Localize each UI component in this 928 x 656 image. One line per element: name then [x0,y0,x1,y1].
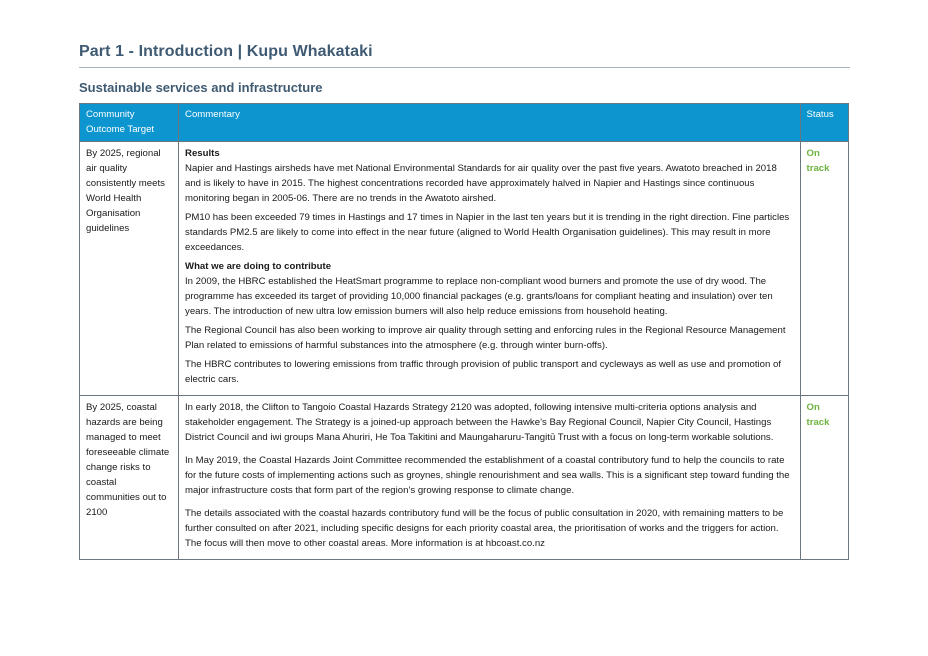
page-title: Part 1 - Introduction | Kupu Whakataki [79,43,373,60]
status-badge: On track [800,396,848,560]
commentary-paragraph: In May 2019, the Coastal Hazards Joint Committee recommended the establishment of a coastal contributory fund to help the councils to rate for the future costs of implementing actions such as groynes, shingle renourishment and sea walls. This is a significant step toward funding the major infrastructure costs that form part of the region’s growing response to climate change. [185,455,790,496]
commentary-subheading: Results [185,148,220,159]
commentary-paragraph: In early 2018, the Clifton to Tangoio Coastal Hazards Strategy 2120 was adopted, following intensive multi-criteria options analysis and stakeholder engagement. The Strategy is a joined-up approach between the Hawke’s Bay Regional Council, Napier City Council, Hastings District Council and iwi groups Mana Ahuriri, He Toa Takitini and Maungaharuru-Tangitū Trust with a focus on long-term workable solutions. [185,402,774,443]
table-row [80,142,849,396]
commentary-cell [179,142,801,396]
table-header-row [80,104,849,142]
commentary-subheading: What we are doing to contribute [185,261,332,272]
commentary-paragraph: The Regional Council has also been working to improve air quality through setting and enforcing rules in the Regional Resource Management Plan related to emissions of harmful substances into the atmosphere (e.g. through winter burn-offs). [185,325,786,351]
outcomes-table [79,103,849,560]
status-badge: On track [800,142,848,396]
title-divider [79,67,850,68]
commentary-paragraph: The HBRC contributes to lowering emissions from traffic through provision of public transport and cycleways as well as use and promotion of electric cars. [185,359,781,385]
commentary-paragraph: In 2009, the HBRC established the HeatSmart programme to replace non-compliant wood burners and promote the use of dry wood. The programme has exceeded its target of providing 10,000 financial packages (e.g. grants/loans for compliant heating and insulation) over ten years. The introduction of new ultra low emission burners will also help reduce emissions from household heating. [185,276,773,317]
commentary-paragraph: PM10 has been exceeded 79 times in Hastings and 17 times in Napier in the last ten years but it is trending in the right direction. Fine particles standards PM2.5 are likely to come into effect in the near future (aligned to World Health Organisation guidelines). This may result in more exceedances. [185,212,790,253]
commentary-cell [179,396,801,560]
column-header-status: Status [800,104,848,142]
commentary-paragraph: The details associated with the coastal hazards contributory fund will be the focus of public consultation in 2020, with remaining matters to be further consulted on after 2021, including specific designs for each priority coastal area, the prioritisation of works and the triggers for action. The focus will then move to other coastal areas. More information is at hbcoast.co.nz [185,508,784,549]
column-header-target: Community Outcome Target [80,104,179,142]
column-header-commentary: Commentary [179,104,801,142]
outcome-target-cell: By 2025, regional air quality consistently meets World Health Organisation guidelines [80,142,179,396]
outcome-target-cell: By 2025, coastal hazards are being managed to meet foreseeable climate change risks to coastal communities out to 2100 [80,396,179,560]
table-row [80,396,849,560]
section-title: Sustainable services and infrastructure [79,80,323,95]
commentary-paragraph: Napier and Hastings airsheds have met National Environmental Standards for air quality over the past five years. Awatoto breached in 2018 and is likely to have in 2015. The highest concentrations recorded have approximately halved in Napier and Hastings since continuous monitoring began in 2005-06. There are no trends in the Awatoto airshed. [185,163,777,204]
